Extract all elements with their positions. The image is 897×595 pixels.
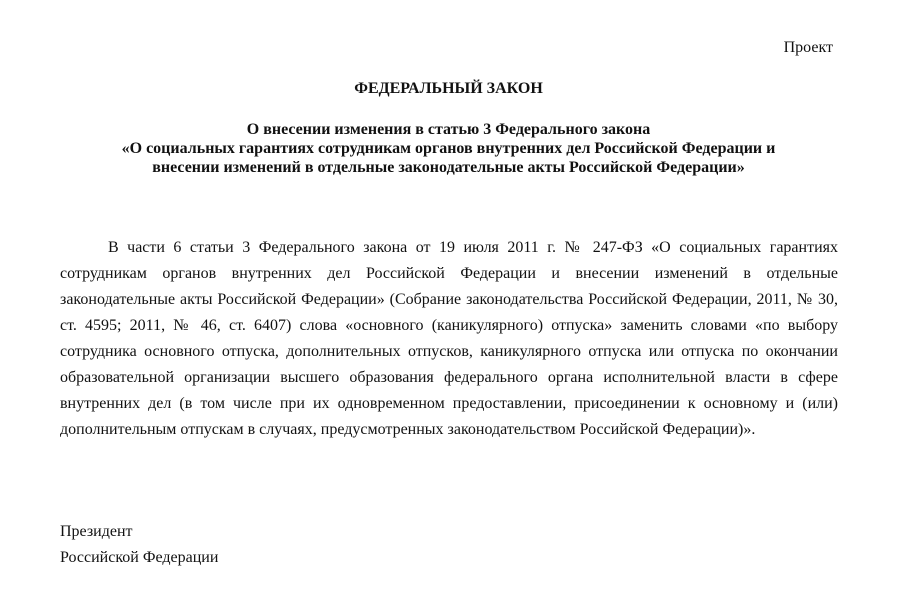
document-type-heading: ФЕДЕРАЛЬНЫЙ ЗАКОН xyxy=(354,80,543,97)
document-body-paragraph: В части 6 статьи 3 Федерального закона от 19 июля 2011 г. № 247-ФЗ «О социальных гарантиях сотрудникам органов внутренних дел Российской Федерации и внесении изменений в отдельные законодательные акты Российской Федерации» (Собрание законодательства Российской Федерации, 2011, № 30, ст. 4595; 2011, № 46, ст. 6407) слова «основного (каникулярного) отпуска» заменить словами «по выбору сотрудника основного отпуска, дополнительных отпусков, каникулярного отпуска или отпуска по окончании образовательной организации высшего образования федерального органа исполнительной власти в сфере внутренних дел (в том числе при их одновременном предоставлении, присоединении к основному и (или) дополнительным отпускам в случаях, предусмотренных законодательством Российской Федерации)». xyxy=(60,239,838,438)
signature-block xyxy=(60,519,218,571)
document-title xyxy=(40,120,857,177)
signature-position: Президент xyxy=(60,523,133,540)
signature-organization: Российской Федерации xyxy=(60,549,219,566)
document-title-line: внесении изменений в отдельные законодательные акты Российской Федерации» xyxy=(152,159,745,176)
draft-label: Проект xyxy=(783,39,833,56)
document-title-line: «О социальных гарантиях сотрудникам органов внутренних дел Российской Федерации и xyxy=(121,140,776,157)
document-title-line: О внесении изменения в статью 3 Федерального закона xyxy=(246,121,651,138)
